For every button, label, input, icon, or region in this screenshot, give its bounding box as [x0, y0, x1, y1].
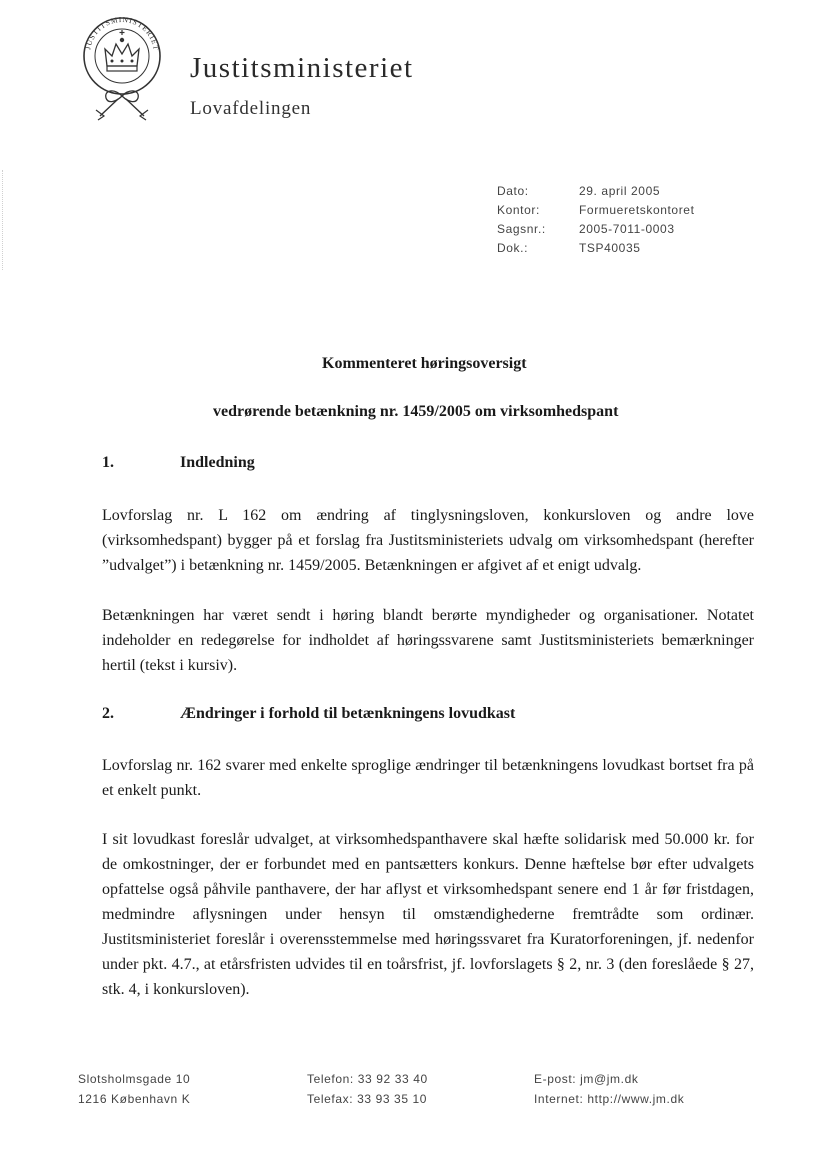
section-2-heading: Ændringer i forhold til betænkningens lovudkast: [180, 705, 516, 722]
footer-website[interactable]: Internet: http://www.jm.dk: [534, 1092, 685, 1106]
meta-label-document: Dok.:: [497, 241, 529, 255]
ministry-name: Justitsministeriet: [190, 52, 414, 84]
footer-phone-fax: [307, 1069, 428, 1109]
seal-text: JUSTITSMINISTERIET: [83, 16, 161, 52]
ministry-seal-logo: [76, 16, 168, 124]
footer-email[interactable]: E-post: jm@jm.dk: [534, 1072, 639, 1086]
meta-value-date: 29. april 2005: [579, 184, 661, 198]
section-2-paragraph-2: I sit lovudkast foreslår udvalget, at virksomhedspanthavere skal hæfte solidarisk med 50.000 kr. for de omkostninger, der er forbundet med en pantsætters konkurs. Denne hæftelse bør efter udvalgets opfattelse også påhvile panthavere, der har aflyst et virksomhedspant senere end 1 år før fristdagen, medmindre aflysningen under hensyn til omstændighederne fremtrådte som ordinær. Justitsministeriet foreslår i overensstemmelse med høringssvaret fra Kuratorforeningen, jf. nedenfor under pkt. 4.7., at etårsfristen udvides til en toårsfrist, jf. lovforslagets § 2, nr. 3 (den foreslåede § 27, stk. 4, i konkursloven).: [102, 831, 754, 998]
meta-label-case-number: Sagsnr.:: [497, 222, 546, 236]
footer-phone: Telefon: 33 92 33 40: [307, 1072, 428, 1086]
section-2-paragraph-1: Lovforslag nr. 162 svarer med enkelte sproglige ændringer til betænkningens lovudkast bortset fra på et enkelt punkt.: [102, 757, 754, 799]
footer-address-street: Slotsholmsgade 10: [78, 1072, 191, 1086]
section-1-paragraph-1: Lovforslag nr. L 162 om ændring af tinglysningsloven, konkursloven og andre love (virksomhedspant) bygger på et forslag fra Justitsministeriets udvalg om virksomhedspant (herefter ”udvalget”) i betænkning nr. 1459/2005. Betænkningen er afgivet af et enigt udvalg.: [102, 507, 754, 574]
section-2-number: 2.: [102, 705, 114, 722]
section-1-heading: Indledning: [180, 454, 255, 471]
meta-label-date: Dato:: [497, 184, 529, 198]
footer-fax: Telefax: 33 93 35 10: [307, 1092, 428, 1106]
footer-address: [78, 1069, 190, 1109]
meta-value-document: TSP40035: [579, 241, 641, 255]
section-1-number: 1.: [102, 454, 114, 471]
document-subtitle: vedrørende betænkning nr. 1459/2005 om virksomhedspant: [213, 403, 619, 420]
footer-contact: [534, 1069, 684, 1109]
document-title: Kommenteret høringsoversigt: [322, 355, 527, 372]
section-1-paragraph-2: Betænkningen har været sendt i høring blandt berørte myndigheder og organisationer. Notatet indeholder en redegørelse for indholdet af høringssvarene samt Justitsministeriets bemærkninger hertil (tekst i kursiv).: [102, 607, 754, 674]
footer-address-city: 1216 København K: [78, 1092, 191, 1106]
meta-label-office: Kontor:: [497, 203, 540, 217]
margin-scan-mark: [2, 170, 4, 270]
meta-value-office: Formueretskontoret: [579, 203, 695, 217]
department-name: Lovafdelingen: [190, 98, 312, 119]
meta-value-case-number: 2005-7011-0003: [579, 222, 675, 236]
